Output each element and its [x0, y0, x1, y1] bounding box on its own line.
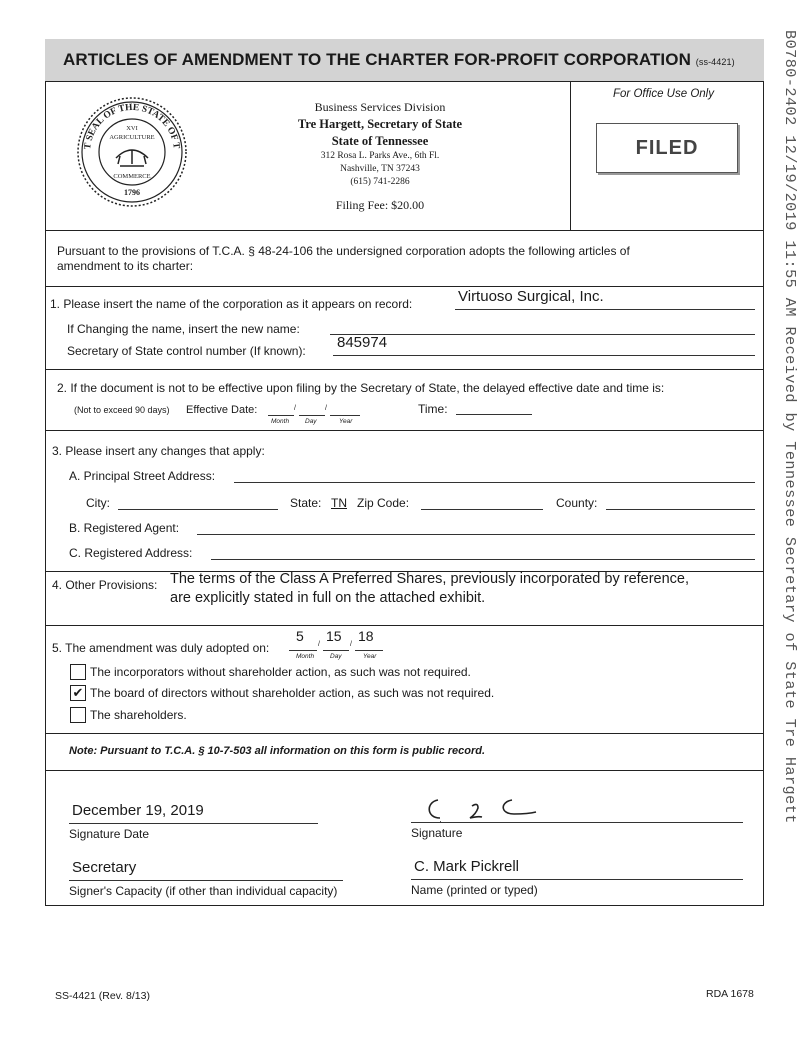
signature-scribble — [420, 792, 550, 826]
adopted-day-value[interactable]: 15 — [326, 628, 342, 644]
control-number-label: Secretary of State control number (If known): — [67, 344, 306, 358]
signer-capacity-label: Signer's Capacity (if other than individual capacity) — [69, 884, 338, 898]
received-stamp-svg — [781, 30, 805, 1020]
registered-agent-label: B. Registered Agent: — [69, 521, 180, 535]
state-seal — [76, 96, 188, 208]
state-label: State: — [290, 496, 322, 510]
zip-code-label: Zip Code: — [357, 496, 410, 510]
other-provisions-line1[interactable]: The terms of the Class A Preferred Shares, previously incorporated by reference, — [170, 571, 690, 587]
signer-capacity-underline — [69, 880, 343, 881]
city-underline[interactable] — [118, 509, 278, 510]
signature-label: Signature — [411, 826, 463, 840]
effective-time-underline[interactable] — [456, 414, 532, 415]
form-code: (ss-4421) — [695, 57, 735, 67]
adopted-month-value[interactable]: 5 — [296, 628, 304, 644]
received-stamp — [781, 30, 805, 1020]
adopted-sep2: / — [350, 641, 352, 648]
agency-address1: 312 Rosa L. Parks Ave., 6th Fl. — [320, 151, 440, 161]
form-id-footer: SS-4421 (Rev. 8/13) — [55, 990, 150, 1002]
corporation-name-field[interactable]: Virtuoso Surgical, Inc. — [458, 288, 604, 305]
printed-name-value[interactable]: C. Mark Pickrell — [414, 858, 520, 875]
seal-year: 1796 — [124, 188, 140, 197]
option-shareholders-label: The shareholders. — [90, 708, 187, 722]
received-stamp-text: B0780-2402 12/19/2019 11:55 AM Received by Tennessee Secretary of State Tre Hargett — [781, 30, 799, 824]
filing-fee: Filing Fee: $20.00 — [335, 198, 425, 212]
printed-name-label: Name (printed or typed) — [411, 883, 538, 897]
adopted-day-caption: Day — [330, 653, 342, 660]
seal-agriculture: AGRICULTURE — [109, 134, 155, 141]
header-bottom-rule — [45, 230, 764, 231]
office-divider — [570, 82, 571, 230]
section2-label: 2. If the document is not to be effective upon filing by the Secretary of State, the delayed effective date and time is: — [57, 381, 665, 395]
option-incorporators-checkbox[interactable] — [70, 664, 86, 680]
section4-label: 4. Other Provisions: — [52, 578, 158, 592]
state-value[interactable]: TN — [331, 496, 347, 510]
effective-month-underline[interactable] — [268, 415, 294, 416]
agency-address2: Nashville, TN 37243 — [340, 164, 420, 174]
effective-day-underline[interactable] — [299, 415, 325, 416]
option-board-mark: ✔ — [72, 685, 84, 700]
agency-state: State of Tennessee — [331, 134, 429, 148]
seal-graphic — [76, 96, 188, 208]
zip-code-underline[interactable] — [421, 509, 543, 510]
registered-address-label: C. Registered Address: — [69, 546, 193, 560]
registered-address-underline[interactable] — [211, 559, 755, 560]
section2-bottom-rule — [45, 430, 764, 431]
title-bar — [45, 39, 764, 82]
city-label: City: — [86, 496, 110, 510]
effective-day-caption: Day — [305, 418, 317, 425]
other-provisions-line2[interactable]: are explicitly stated in full on the attached exhibit. — [170, 590, 486, 606]
agency-block — [250, 99, 510, 213]
effective-year-underline[interactable] — [330, 415, 360, 416]
section5-label: 5. The amendment was duly adopted on: — [52, 641, 270, 655]
adopted-year-caption: Year — [363, 653, 377, 660]
registered-agent-underline[interactable] — [197, 534, 755, 535]
effective-month-caption: Month — [271, 418, 290, 425]
county-label: County: — [556, 496, 598, 510]
section5-bottom-rule — [45, 733, 764, 734]
option-board-checkbox[interactable] — [70, 685, 86, 701]
effective-sep2: / — [325, 405, 327, 412]
section4-bottom-rule — [45, 625, 764, 626]
agency-phone: (615) 741-2286 — [350, 177, 410, 187]
signature-date-label: Signature Date — [69, 827, 150, 841]
note-bottom-rule — [45, 770, 764, 771]
signature-underline — [411, 822, 743, 823]
corporation-name-underline — [455, 309, 755, 310]
signature-mark[interactable] — [420, 792, 550, 826]
control-number-field[interactable]: 845974 — [337, 334, 388, 351]
option-incorporators-label: The incorporators without shareholder action, as such was not required. — [90, 665, 471, 679]
rda-footer: RDA 1678 — [706, 988, 754, 1000]
county-underline[interactable] — [606, 509, 755, 510]
intro-line2: amendment to its charter: — [57, 259, 194, 273]
intro-line1: Pursuant to the provisions of T.C.A. § 48-24-106 the undersigned corporation adopts the following articles of — [57, 244, 630, 258]
effective-year-caption: Year — [339, 418, 353, 425]
new-name-underline — [330, 334, 755, 335]
office-use-label: For Office Use Only — [613, 88, 714, 100]
new-name-label: If Changing the name, insert the new name: — [67, 322, 300, 336]
street-address-label: A. Principal Street Address: — [69, 469, 216, 483]
adopted-year-value[interactable]: 18 — [358, 628, 374, 644]
seal-commerce: COMMERCE — [113, 173, 151, 180]
printed-name-underline — [411, 879, 743, 880]
signature-date-value[interactable]: December 19, 2019 — [72, 802, 204, 819]
section1-label: 1. Please insert the name of the corporation as it appears on record: — [50, 297, 413, 311]
adopted-sep1: / — [318, 641, 320, 648]
intro-bottom-rule — [45, 286, 764, 287]
signer-capacity-value[interactable]: Secretary — [72, 859, 137, 876]
signature-date-underline — [69, 823, 318, 824]
filed-stamp-text: FILED — [635, 137, 699, 159]
control-number-underline — [333, 355, 755, 356]
effective-date-label: Effective Date: — [186, 404, 258, 416]
seal-text: T SEAL OF THE STATE OF T — [83, 102, 181, 150]
option-shareholders-checkbox[interactable] — [70, 707, 86, 723]
adopted-year-underline — [355, 650, 383, 651]
seal-numeral: XVI — [126, 125, 138, 132]
agency-division: Business Services Division — [314, 100, 446, 114]
option-board-label: The board of directors without shareholder action, as such was not required. — [90, 686, 495, 700]
public-record-note: Note: Pursuant to T.C.A. § 10-7-503 all information on this form is public record. — [69, 745, 486, 757]
effective-time-label: Time: — [418, 402, 448, 416]
agency-secretary: Tre Hargett, Secretary of State — [297, 117, 463, 131]
filed-stamp — [596, 123, 738, 173]
effective-sep1: / — [294, 405, 296, 412]
section3-label: 3. Please insert any changes that apply: — [52, 444, 265, 458]
street-address-underline[interactable] — [234, 482, 755, 483]
adopted-month-underline — [289, 650, 317, 651]
form-title-text: ARTICLES OF AMENDMENT TO THE CHARTER FOR-PROFIT CORPORATION — [63, 50, 691, 69]
section1-bottom-rule — [45, 369, 764, 370]
form-title — [63, 50, 735, 70]
adopted-day-underline — [323, 650, 349, 651]
section2-note: (Not to exceed 90 days) — [74, 405, 170, 415]
adopted-month-caption: Month — [296, 653, 315, 660]
